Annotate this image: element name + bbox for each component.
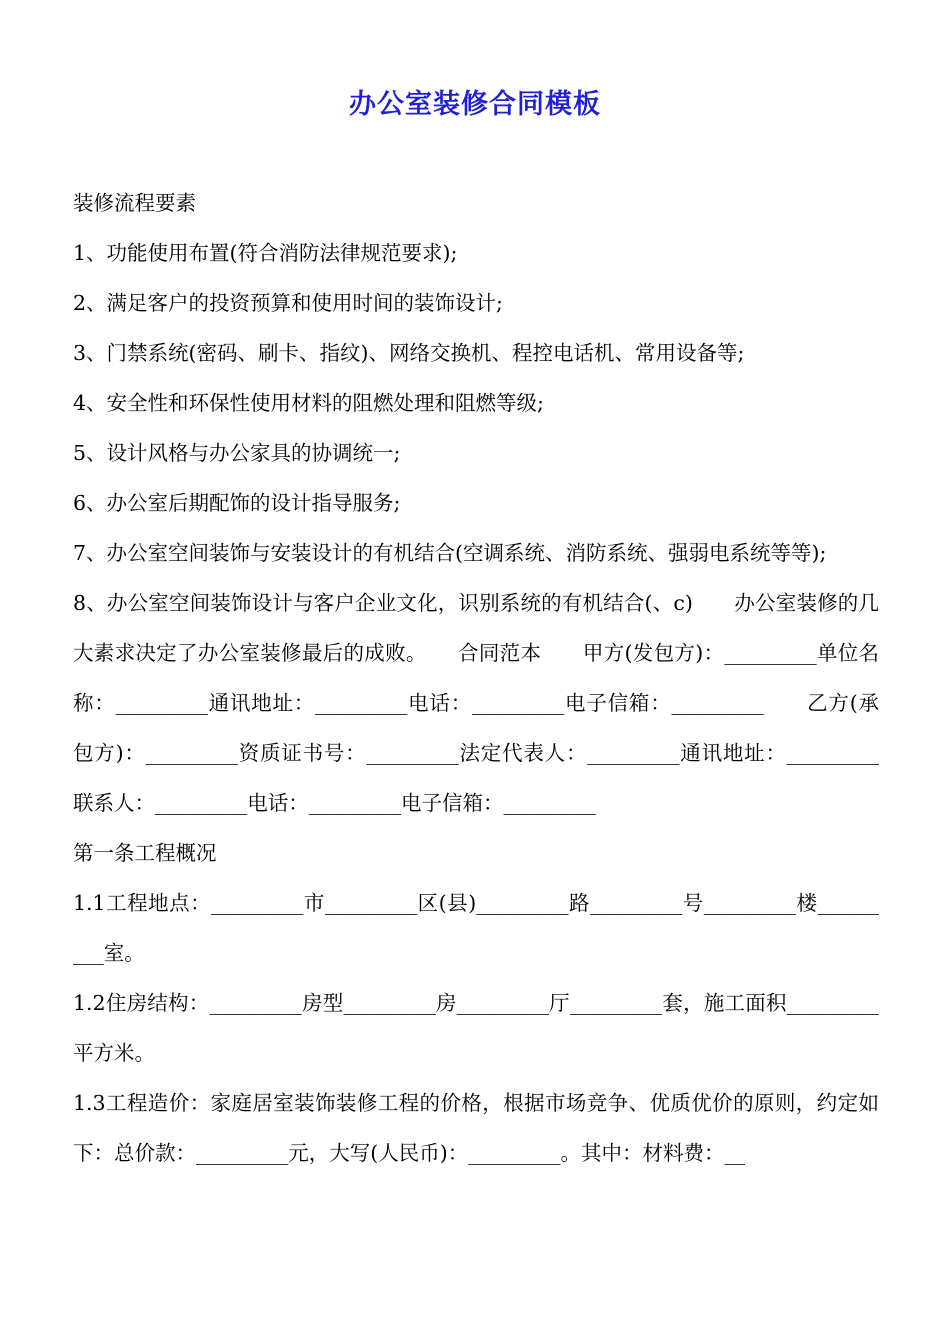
clause-paragraph: 1.2住房结构：_________房型_________房_________厅_________套，施工面积_________平方米。	[73, 991, 879, 1065]
list-item: 4、安全性和环保性使用材料的阻燃处理和阻燃等级;	[73, 391, 544, 415]
list-item: 1、功能使用布置(符合消防法律规范要求);	[73, 241, 458, 265]
list-item: 8、办公室空间装饰设计与客户企业文化，识别系统的有机结合(、c) 办公室装修的几大素求决定了办公室装修最后的成败。 合同范本 甲方(发包方)：_________单位名称：_________通讯地址：_________电话：_________电子信箱：_________ 乙方(承包方)：_________资质证书号：_________法定代表人：_________通讯地址：_________联系人：_________电话：_________电子信箱：_________	[73, 591, 879, 815]
list-item: 3、门禁系统(密码、刷卡、指纹)、网络交换机、程控电话机、常用设备等;	[73, 341, 745, 365]
section-heading: 第一条工程概况	[73, 841, 217, 865]
section-heading: 装修流程要素	[73, 191, 196, 215]
list-item: 7、办公室空间装饰与安装设计的有机结合(空调系统、消防系统、强弱电系统等等);	[73, 541, 827, 565]
list-item: 2、满足客户的投资预算和使用时间的装饰设计;	[73, 291, 503, 315]
document-body	[73, 178, 879, 1178]
list-item: 5、设计风格与办公家具的协调统一;	[73, 441, 401, 465]
document-title: 办公室装修合同模板	[349, 89, 601, 120]
clause-paragraph: 1.1工程地点：_________市_________区(县)_________路_________号_________楼_________室。	[73, 891, 879, 965]
clause-paragraph: 1.3工程造价：家庭居室装饰装修工程的价格，根据市场竞争、优质优价的原则，约定如下：总价款：_________元，大写(人民币)：_________。其中：材料费：__	[73, 1091, 879, 1165]
list-item: 6、办公室后期配饰的设计指导服务;	[73, 491, 401, 515]
